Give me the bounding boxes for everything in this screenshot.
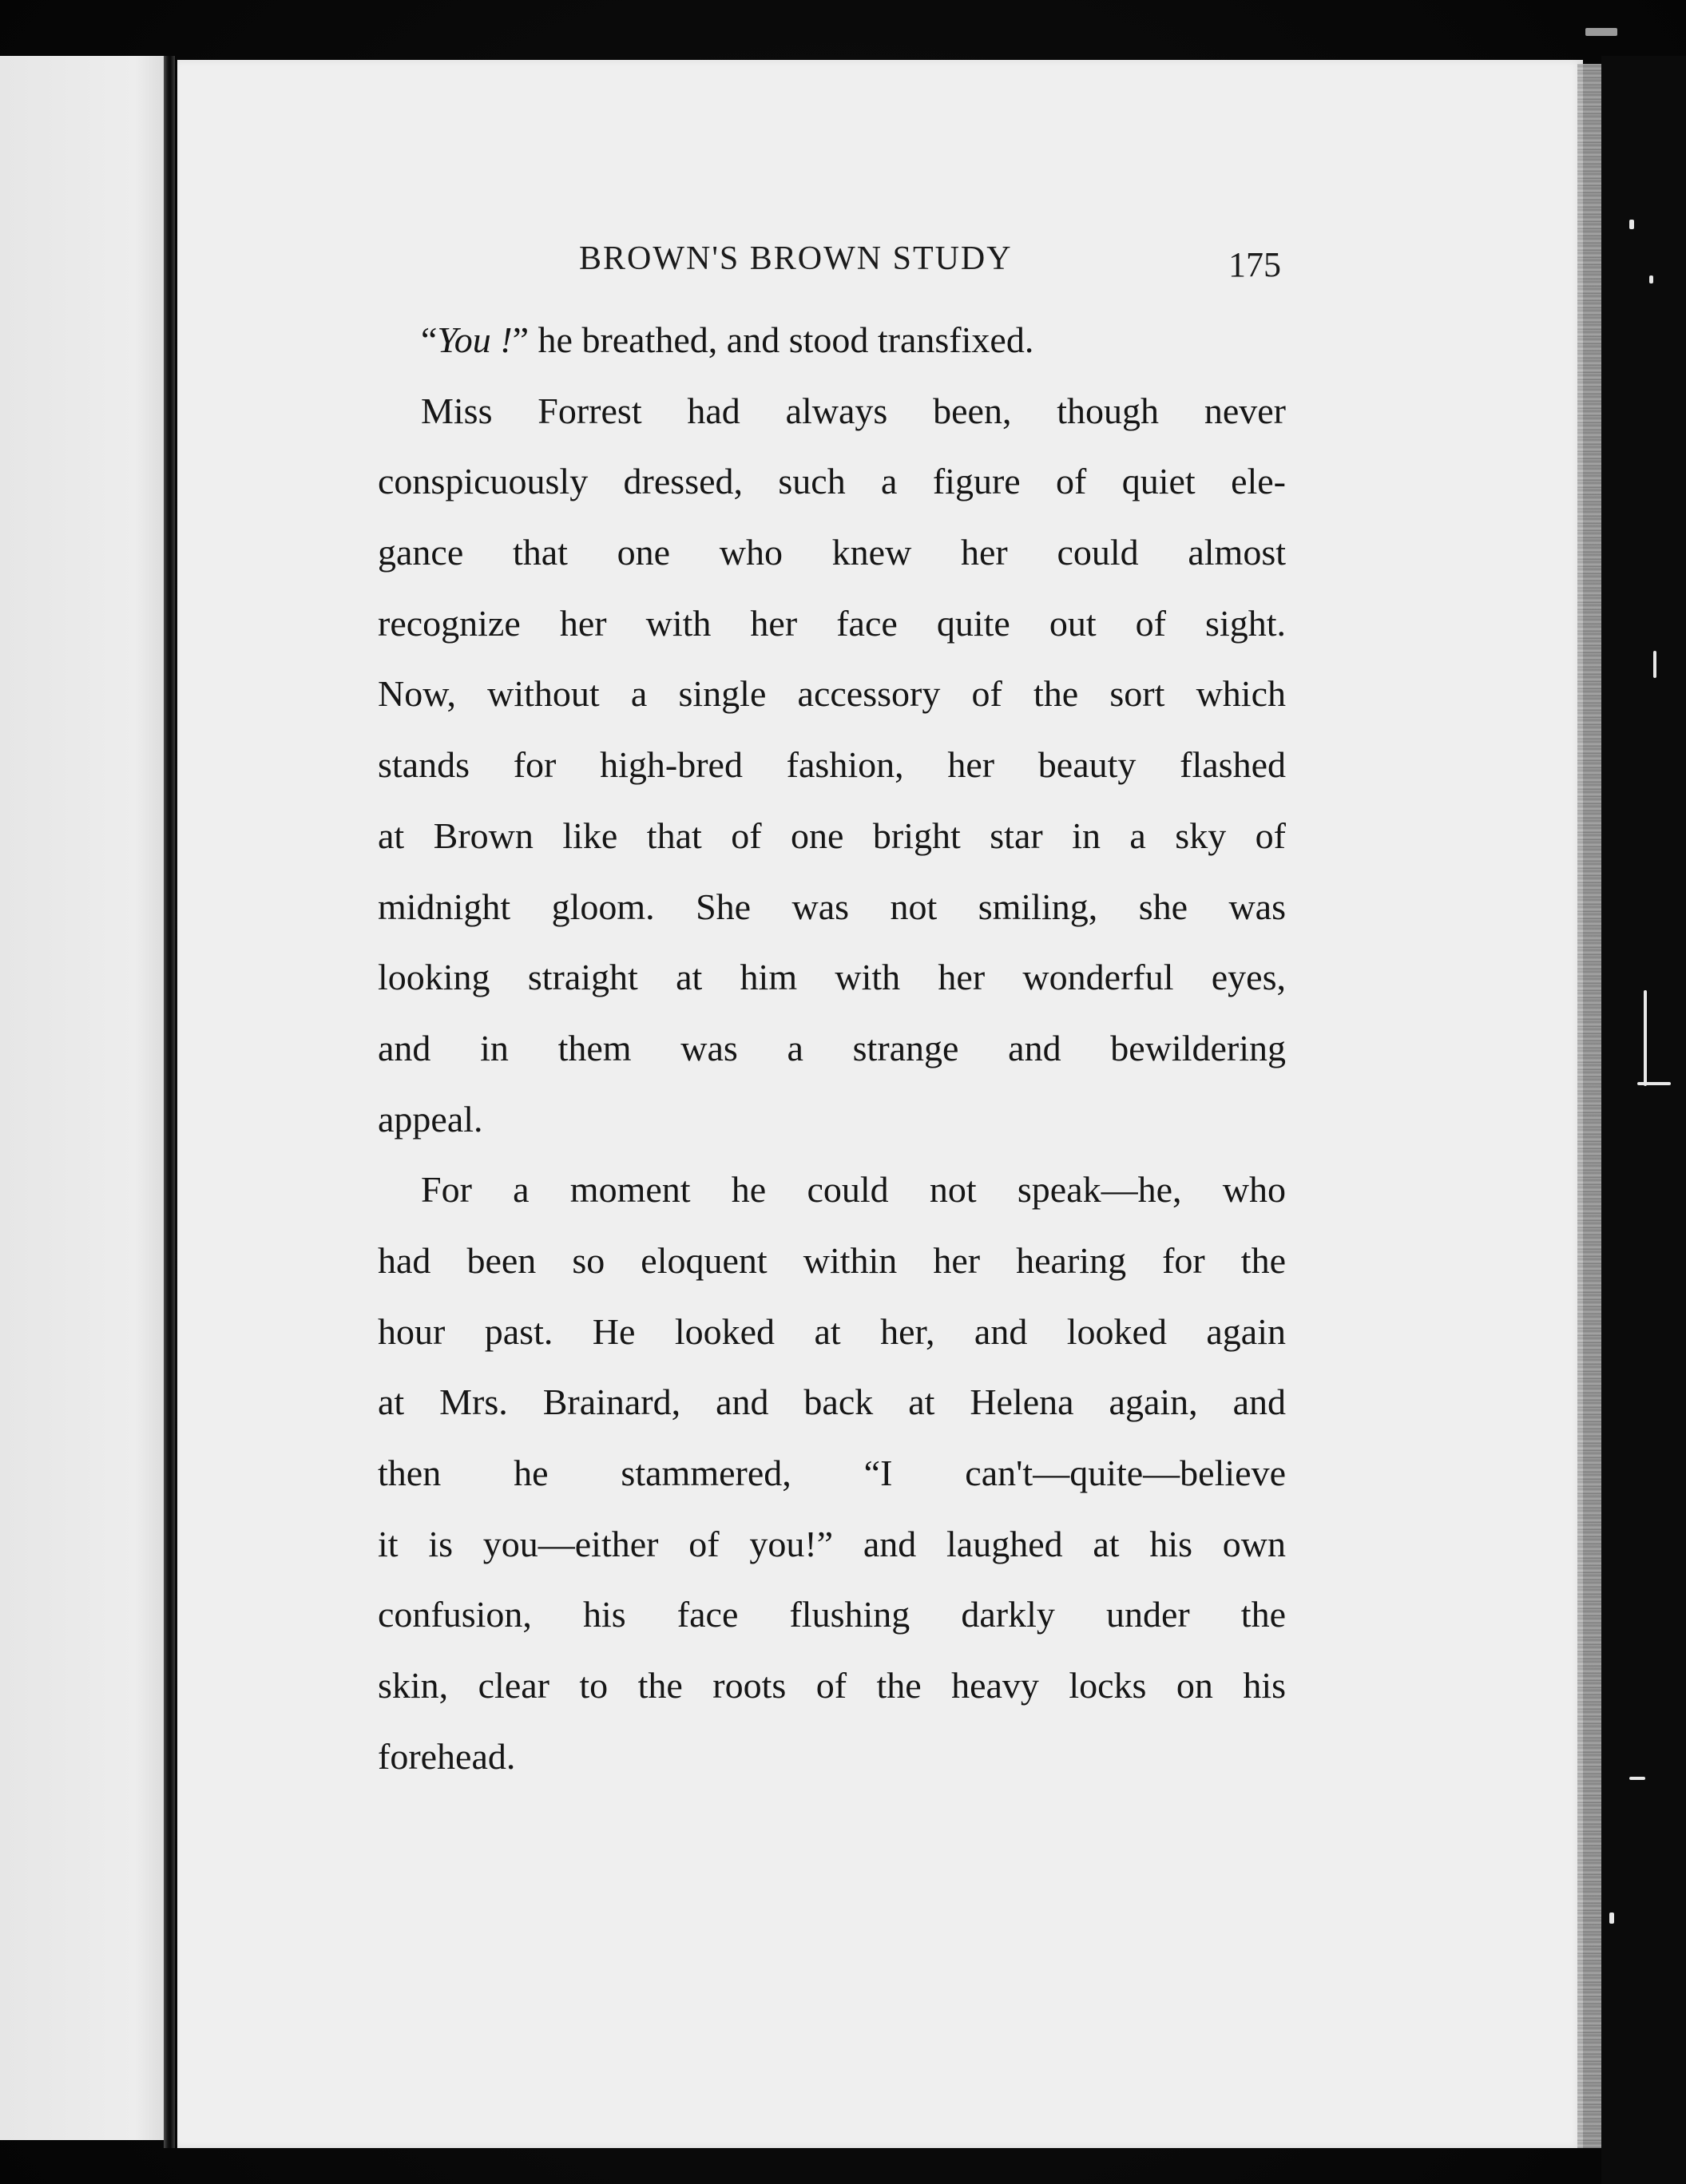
text-line: it is you—either of you!” and laughed at his own xyxy=(378,1523,1286,1564)
scan-speck xyxy=(1637,1082,1671,1085)
scan-speck xyxy=(1609,1912,1614,1924)
text-line: at Mrs. Brainard, and back at Helena again, and xyxy=(378,1381,1286,1423)
scan-speck xyxy=(1629,1777,1645,1780)
page-stack-edge xyxy=(1577,64,1601,2148)
text-line: had been so eloquent within her hearing for the xyxy=(378,1239,1286,1281)
text-line: midnight gloom. She was not smiling, she was xyxy=(378,886,1286,927)
text-line: forehead. xyxy=(378,1735,516,1777)
book-gutter xyxy=(164,56,175,2148)
text-line: skin, clear to the roots of the heavy locks on his xyxy=(378,1665,1286,1706)
text-line: hour past. He looked at her, and looked again xyxy=(378,1310,1286,1352)
text-line: Now, without a single accessory of the sort which xyxy=(378,673,1286,715)
text-line: For a moment he could not speak—he, who xyxy=(421,1169,1286,1211)
left-facing-page xyxy=(0,56,169,2140)
scan-speck xyxy=(1649,275,1653,283)
text-line: gance that one who knew her could almost xyxy=(378,532,1286,573)
page-number: 175 xyxy=(1228,245,1281,284)
text-line: and in them was a strange and bewildering xyxy=(378,1027,1286,1068)
text-line: recognize her with her face quite out of sight. xyxy=(378,602,1286,644)
text-line: conspicuously dressed, such a figure of quiet ele- xyxy=(378,461,1286,502)
scan-speck xyxy=(1629,220,1634,229)
text-line: “You !” he breathed, and stood transfixed. xyxy=(421,319,1034,360)
right-dark-margin xyxy=(1601,56,1686,2184)
text-line: confusion, his face flushing darkly under the xyxy=(378,1594,1286,1635)
scan-speck xyxy=(1644,990,1647,1086)
text-line: Miss Forrest had always been, though never xyxy=(421,390,1286,431)
running-title: BROWN'S BROWN STUDY xyxy=(579,240,1013,277)
text-line: appeal. xyxy=(378,1098,483,1140)
scan-speck xyxy=(1585,28,1617,36)
running-head xyxy=(375,240,1286,287)
italic-emphasis: You ! xyxy=(437,319,513,360)
text-line: stands for high-bred fashion, her beauty flashed xyxy=(378,744,1286,786)
text-line: looking straight at him with her wonderful eyes, xyxy=(378,957,1286,998)
scan-speck xyxy=(1653,651,1656,678)
text-line: at Brown like that of one bright star in a sky of xyxy=(378,815,1286,856)
text-line: then he stammered, “I can't—quite—believe xyxy=(378,1453,1286,1493)
body-text xyxy=(378,305,1286,1792)
